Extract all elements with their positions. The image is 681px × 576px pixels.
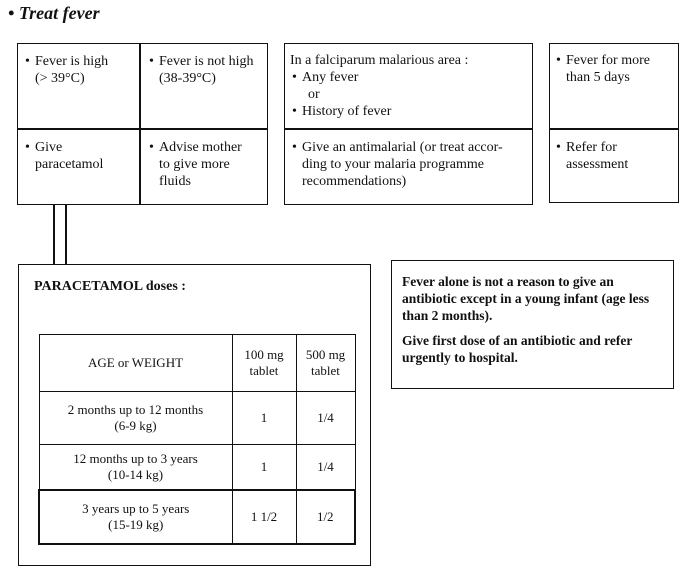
tab100-cell: 1 <box>232 445 296 491</box>
table-header-row <box>39 335 355 392</box>
malaria-condition: In a falciparum malarious area : • Any fever or • History of fever <box>290 52 468 120</box>
table-row <box>39 445 355 491</box>
antibiotic-note <box>391 260 674 389</box>
tab500-header: 500 mg tablet <box>296 335 355 392</box>
paracetamol-heading: PARACETAMOL doses : <box>34 279 186 294</box>
fever-high-cell: • Fever is high (> 39°C) <box>35 53 108 87</box>
age-cell: 2 months up to 12 months (6-9 kg) <box>39 392 232 445</box>
fever-not-high-cell: • Fever is not high (38-39°C) <box>159 53 254 87</box>
tab100-header: 100 mg tablet <box>232 335 296 392</box>
note-paragraph: Give first dose of an antibiotic and refer urgently to hospital. <box>402 333 633 365</box>
connector-line <box>65 205 67 264</box>
dose-table <box>38 334 356 545</box>
table-row <box>39 392 355 445</box>
refer-assessment: • Refer for assessment <box>566 139 628 173</box>
age-cell: 12 months up to 3 years (10-14 kg) <box>39 445 232 491</box>
give-paracetamol-cell: • Give paracetamol <box>35 139 103 173</box>
age-cell: 3 years up to 5 years (15-19 kg) <box>39 490 232 544</box>
tab500-cell: 1/4 <box>296 445 355 491</box>
age-header: AGE or WEIGHT <box>39 335 232 392</box>
connector-line <box>53 205 55 264</box>
table-row <box>39 490 355 544</box>
tab500-cell: 1/4 <box>296 392 355 445</box>
tab100-cell: 1 <box>232 392 296 445</box>
note-paragraph: Fever alone is not a reason to give an antibiotic except in a young infant (age less than 2 months). <box>402 274 650 323</box>
tab500-cell: 1/2 <box>296 490 355 544</box>
antimalarial-action: • Give an antimalarial (or treat accor- ding to your malaria programme recommendations) <box>302 139 503 190</box>
long-fever-condition: • Fever for more than 5 days <box>566 52 650 86</box>
page-title: • Treat fever <box>8 3 100 23</box>
advise-fluids-cell: • Advise mother to give more fluids <box>159 139 242 190</box>
tab100-cell: 1 1/2 <box>232 490 296 544</box>
